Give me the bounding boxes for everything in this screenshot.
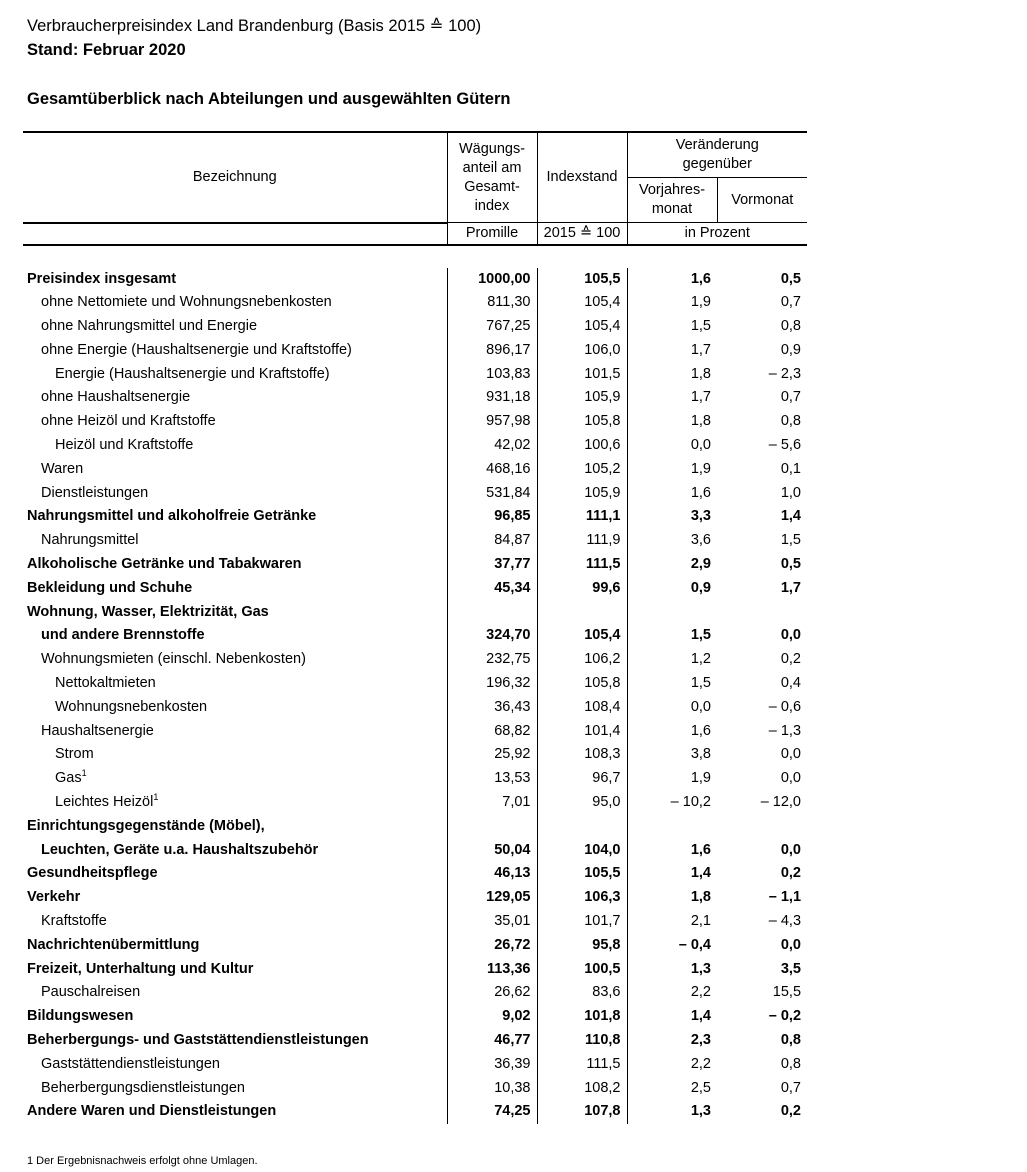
weight-cell: 37,77	[447, 553, 537, 577]
header-unit-weight: Promille	[447, 223, 537, 245]
row-label-text: Bildungswesen	[27, 1008, 134, 1025]
weight-cell: 103,83	[447, 363, 537, 387]
row-label-text: Gesundheitspflege	[27, 865, 158, 882]
row-label	[23, 339, 447, 363]
change-yoy-cell: 1,3	[690, 1103, 711, 1120]
change-yoy-cell: 2,3	[690, 1032, 711, 1048]
row-label-text: Freizeit, Unterhaltung und Kultur	[27, 960, 254, 977]
table-row	[23, 743, 807, 767]
change-yoy-cell: 2,1	[690, 913, 711, 930]
table-row	[23, 958, 807, 982]
change-yoy-cell: 1,8	[690, 413, 711, 430]
row-label	[23, 1053, 447, 1077]
weight-cell: 96,85	[447, 505, 537, 529]
header-weight: Wägungs- anteil am Gesamt- index	[447, 132, 537, 223]
row-label-text: Bekleidung und Schuhe	[27, 579, 193, 596]
change-mom-cell	[717, 815, 807, 839]
weight-cell: 931,18	[447, 386, 537, 410]
change-mom-cell: 1,5	[780, 532, 802, 549]
index-cell: 105,8	[537, 410, 627, 434]
change-yoy-cell: 1,9	[690, 460, 711, 477]
change-yoy-cell: 3,6	[690, 532, 711, 549]
row-label	[23, 815, 447, 839]
change-mom-cell: – 5,6	[768, 437, 802, 454]
change-yoy-cell: 1,9	[690, 770, 711, 787]
table-row	[23, 482, 807, 506]
table-row	[23, 291, 807, 315]
header-bezeichnung: Bezeichnung	[23, 132, 447, 223]
row-label-text: ohne Energie (Haushaltsenergie und Kraftstoffe)	[41, 341, 352, 358]
change-mom-cell: 1,0	[780, 484, 802, 501]
weight-cell	[447, 815, 537, 839]
row-label-text: Beherbergungs- und Gaststättendienstleistungen	[27, 1032, 369, 1048]
row-label-text: Energie (Haushaltsenergie und Kraftstoffe)	[55, 365, 330, 382]
change-yoy-cell: 1,4	[690, 865, 711, 882]
change-yoy-cell: 1,8	[690, 889, 711, 906]
row-label	[23, 791, 447, 815]
change-mom-cell: 0,8	[780, 1055, 802, 1072]
row-label	[23, 1100, 447, 1124]
row-label-text: und andere Brennstoffe	[41, 627, 205, 644]
row-label	[23, 910, 447, 934]
change-yoy-cell: 1,5	[690, 627, 711, 644]
change-mom-cell: 0,1	[780, 460, 802, 477]
row-label-text: Dienstleistungen	[41, 484, 149, 501]
table-row	[23, 981, 807, 1005]
change-mom-cell: – 0,6	[768, 698, 802, 715]
change-yoy-cell: 1,9	[690, 294, 711, 311]
row-label-text: Nahrungsmittel und alkoholfreie Getränke	[27, 508, 317, 525]
table-row	[23, 386, 807, 410]
index-cell: 111,5	[537, 553, 627, 577]
table-body	[23, 245, 807, 1125]
change-yoy-cell: 1,4	[690, 1008, 711, 1025]
row-label	[23, 315, 447, 339]
index-cell: 95,0	[537, 791, 627, 815]
row-label-text: Preisindex insgesamt	[27, 270, 177, 287]
change-yoy-cell: 2,9	[690, 556, 711, 573]
index-cell: 108,2	[537, 1077, 627, 1101]
table-row	[23, 767, 807, 791]
change-mom-cell: 0,9	[780, 341, 802, 358]
index-cell: 100,5	[537, 958, 627, 982]
row-label-text: Kraftstoffe	[41, 913, 107, 930]
row-label-text: Beherbergungsdienstleistungen	[41, 1079, 245, 1096]
change-mom-cell: – 4,3	[768, 913, 802, 930]
weight-cell: 811,30	[447, 291, 537, 315]
table-row	[23, 410, 807, 434]
index-cell: 110,8	[537, 1029, 627, 1053]
table-row	[23, 268, 807, 292]
weight-cell: 896,17	[447, 339, 537, 363]
row-label	[23, 767, 447, 791]
change-yoy-cell: 0,9	[690, 579, 711, 596]
change-yoy-cell: 1,8	[690, 365, 711, 382]
title-line-1: Verbraucherpreisindex Land Brandenburg (Basis 2015 ≙ 100)	[27, 17, 482, 35]
index-cell: 104,0	[537, 839, 627, 863]
row-label-text: Gas	[55, 770, 82, 787]
row-label	[23, 958, 447, 982]
row-label	[23, 743, 447, 767]
change-mom-cell	[717, 601, 807, 625]
table-row	[23, 1100, 807, 1124]
weight-cell: 129,05	[447, 886, 537, 910]
table-row	[23, 1005, 807, 1029]
weight-cell: 45,34	[447, 577, 537, 601]
row-label	[23, 410, 447, 434]
index-cell: 101,7	[537, 910, 627, 934]
table-row	[23, 529, 807, 553]
row-label-text: Pauschalreisen	[41, 984, 141, 1001]
index-cell	[537, 601, 627, 625]
header-vormonat: Vormonat	[717, 178, 807, 223]
change-yoy-cell: 1,5	[690, 318, 711, 335]
weight-cell: 25,92	[447, 743, 537, 767]
weight-cell: 50,04	[447, 839, 537, 863]
index-cell: 101,8	[537, 1005, 627, 1029]
header-unit-empty	[23, 223, 447, 245]
index-cell: 100,6	[537, 434, 627, 458]
weight-cell: 26,72	[447, 934, 537, 958]
weight-cell: 74,25	[447, 1100, 537, 1124]
table-row	[23, 505, 807, 529]
table-row	[23, 315, 807, 339]
row-label	[23, 648, 447, 672]
weight-cell: 36,39	[447, 1053, 537, 1077]
table-row	[23, 720, 807, 744]
weight-cell: 468,16	[447, 458, 537, 482]
row-label-text: Strom	[55, 746, 94, 763]
header-change: Veränderung gegenüber	[627, 132, 807, 178]
table-row	[23, 648, 807, 672]
index-cell	[537, 815, 627, 839]
row-label	[23, 1077, 447, 1101]
header-vorjahr: Vorjahres- monat	[627, 178, 717, 223]
change-mom-cell: 0,8	[780, 413, 802, 430]
change-mom-cell: 0,0	[780, 936, 802, 953]
row-label	[23, 434, 447, 458]
weight-cell: 36,43	[447, 696, 537, 720]
weight-cell: 113,36	[447, 958, 537, 982]
weight-cell: 46,77	[447, 1029, 537, 1053]
index-cell: 106,2	[537, 648, 627, 672]
weight-cell: 10,38	[447, 1077, 537, 1101]
table-row	[23, 1029, 807, 1053]
change-mom-cell: 0,2	[780, 1103, 802, 1120]
change-yoy-cell: 2,2	[690, 984, 711, 1001]
table-row	[23, 339, 807, 363]
footnote: 1 Der Ergebnisnachweis erfolgt ohne Umlagen.	[27, 1155, 258, 1167]
row-label-text: Nettokaltmieten	[55, 675, 156, 692]
change-mom-cell: – 1,1	[768, 889, 802, 906]
weight-cell: 7,01	[447, 791, 537, 815]
change-mom-cell: 0,5	[780, 556, 802, 573]
table-row	[23, 791, 807, 815]
index-cell: 111,9	[537, 529, 627, 553]
change-mom-cell: 0,5	[780, 270, 802, 287]
row-label	[23, 601, 447, 625]
change-yoy-cell: 3,8	[690, 746, 711, 763]
weight-cell: 84,87	[447, 529, 537, 553]
spacer-row	[23, 245, 807, 268]
row-label	[23, 981, 447, 1005]
table-row	[23, 577, 807, 601]
index-cell: 105,2	[537, 458, 627, 482]
row-label-text: ohne Heizöl und Kraftstoffe	[41, 413, 216, 430]
row-label-text: Nachrichtenübermittlung	[27, 936, 200, 953]
change-yoy-cell: 2,5	[690, 1079, 711, 1096]
table-row	[23, 839, 807, 863]
weight-cell: 46,13	[447, 862, 537, 886]
weight-cell: 957,98	[447, 410, 537, 434]
change-mom-cell: 1,7	[780, 579, 802, 596]
row-label	[23, 553, 447, 577]
row-label-text: Leuchten, Geräte u.a. Haushaltszubehör	[41, 841, 319, 858]
row-label-text: Verkehr	[27, 889, 81, 906]
change-yoy-cell	[627, 815, 717, 839]
row-label	[23, 934, 447, 958]
row-label	[23, 862, 447, 886]
table-row	[23, 910, 807, 934]
row-label-text: Leichtes Heizöl	[55, 794, 154, 811]
index-cell: 83,6	[537, 981, 627, 1005]
index-cell: 105,4	[537, 315, 627, 339]
index-cell: 105,9	[537, 482, 627, 506]
row-label	[23, 720, 447, 744]
index-cell: 111,5	[537, 1053, 627, 1077]
table-row	[23, 553, 807, 577]
title-line-2: Stand: Februar 2020	[27, 41, 186, 59]
weight-cell: 1000,00	[447, 268, 537, 292]
footnote-marker: 1	[81, 768, 87, 779]
index-cell: 105,5	[537, 862, 627, 886]
row-label	[23, 482, 447, 506]
change-yoy-cell: 1,2	[690, 651, 711, 668]
row-label	[23, 291, 447, 315]
index-cell: 95,8	[537, 934, 627, 958]
index-cell: 108,4	[537, 696, 627, 720]
change-mom-cell: 0,7	[780, 294, 802, 311]
table-row	[23, 886, 807, 910]
table-row	[23, 934, 807, 958]
row-label-text: Nahrungsmittel	[41, 532, 139, 549]
row-label	[23, 696, 447, 720]
row-label	[23, 577, 447, 601]
change-mom-cell: 3,5	[780, 960, 802, 977]
row-label-text: Haushaltsenergie	[41, 722, 154, 739]
row-label	[23, 386, 447, 410]
weight-cell: 26,62	[447, 981, 537, 1005]
weight-cell: 767,25	[447, 315, 537, 339]
change-mom-cell: – 12,0	[760, 794, 802, 811]
index-cell: 106,0	[537, 339, 627, 363]
weight-cell: 13,53	[447, 767, 537, 791]
index-cell: 106,3	[537, 886, 627, 910]
footnote-marker: 1	[153, 792, 159, 803]
row-label	[23, 529, 447, 553]
weight-cell: 35,01	[447, 910, 537, 934]
change-mom-cell: 1,4	[780, 508, 802, 525]
header-index: Indexstand	[537, 132, 627, 223]
table-row	[23, 1053, 807, 1077]
row-label-text: Heizöl und Kraftstoffe	[55, 437, 194, 454]
change-yoy-cell: 1,6	[690, 484, 711, 501]
row-label	[23, 839, 447, 863]
row-label	[23, 672, 447, 696]
index-cell: 107,8	[537, 1100, 627, 1124]
table-row	[23, 862, 807, 886]
table-subtitle: Gesamtüberblick nach Abteilungen und ausgewählten Gütern	[27, 90, 511, 108]
change-yoy-cell: – 10,2	[670, 794, 711, 811]
row-label-text: ohne Haushaltsenergie	[41, 389, 191, 406]
change-yoy-cell: 1,7	[690, 341, 711, 358]
weight-cell: 9,02	[447, 1005, 537, 1029]
table-row	[23, 1077, 807, 1101]
change-mom-cell: 0,8	[780, 1032, 802, 1048]
row-label	[23, 624, 447, 648]
weight-cell: 531,84	[447, 482, 537, 506]
index-cell: 101,4	[537, 720, 627, 744]
weight-cell: 196,32	[447, 672, 537, 696]
row-label-text: Wohnungsmieten (einschl. Nebenkosten)	[41, 651, 306, 668]
change-mom-cell: – 2,3	[768, 365, 802, 382]
row-label-text: Waren	[41, 460, 84, 477]
row-label	[23, 1029, 447, 1053]
change-mom-cell: – 1,3	[768, 722, 802, 739]
index-cell: 96,7	[537, 767, 627, 791]
change-yoy-cell: 2,2	[690, 1055, 711, 1072]
change-mom-cell: 0,0	[780, 746, 802, 763]
change-yoy-cell: 0,0	[690, 437, 711, 454]
index-cell: 105,9	[537, 386, 627, 410]
weight-cell: 42,02	[447, 434, 537, 458]
weight-cell: 324,70	[447, 624, 537, 648]
change-mom-cell: 0,8	[780, 318, 802, 335]
table-row	[23, 815, 807, 839]
row-label	[23, 363, 447, 387]
change-yoy-cell: 1,6	[690, 841, 711, 858]
weight-cell: 232,75	[447, 648, 537, 672]
index-cell: 111,1	[537, 505, 627, 529]
weight-cell	[447, 601, 537, 625]
table-row	[23, 696, 807, 720]
change-mom-cell: 0,0	[780, 841, 802, 858]
row-label-text: ohne Nahrungsmittel und Energie	[41, 318, 258, 335]
row-label-text: Alkoholische Getränke und Tabakwaren	[27, 556, 302, 573]
row-label-text: Wohnungsnebenkosten	[55, 698, 208, 715]
index-cell: 105,5	[537, 268, 627, 292]
row-label	[23, 1005, 447, 1029]
row-label-text: Einrichtungsgegenstände (Möbel),	[27, 817, 265, 834]
change-mom-cell: 0,7	[780, 389, 802, 406]
header-unit-index: 2015 ≙ 100	[537, 223, 627, 245]
row-label	[23, 886, 447, 910]
table-header	[23, 132, 807, 245]
change-mom-cell: 0,0	[780, 627, 802, 644]
change-yoy-cell: 1,7	[690, 389, 711, 406]
row-label	[23, 268, 447, 292]
row-label-text: Gaststättendienstleistungen	[41, 1055, 220, 1072]
change-mom-cell: 0,7	[780, 1079, 802, 1096]
index-cell: 105,8	[537, 672, 627, 696]
index-cell: 108,3	[537, 743, 627, 767]
change-yoy-cell	[627, 601, 717, 625]
change-yoy-cell: – 0,4	[678, 936, 711, 953]
row-label-text: ohne Nettomiete und Wohnungsnebenkosten	[41, 294, 332, 311]
change-mom-cell: – 0,2	[768, 1008, 802, 1025]
document-title	[27, 14, 481, 62]
row-label	[23, 458, 447, 482]
table-row	[23, 363, 807, 387]
header-unit-change: in Prozent	[627, 223, 807, 245]
change-yoy-cell: 1,5	[690, 675, 711, 692]
change-yoy-cell: 1,3	[690, 960, 711, 977]
index-cell: 105,4	[537, 624, 627, 648]
change-mom-cell: 15,5	[772, 984, 802, 1001]
table-row	[23, 624, 807, 648]
table-row	[23, 434, 807, 458]
change-mom-cell: 0,2	[780, 651, 802, 668]
change-mom-cell: 0,0	[780, 770, 802, 787]
row-label-text: Andere Waren und Dienstleistungen	[27, 1103, 277, 1120]
row-label	[23, 505, 447, 529]
change-mom-cell: 0,4	[780, 675, 802, 692]
change-yoy-cell: 0,0	[690, 698, 711, 715]
cpi-table	[23, 131, 807, 1124]
weight-cell: 68,82	[447, 720, 537, 744]
table-row	[23, 672, 807, 696]
index-cell: 105,4	[537, 291, 627, 315]
table-row	[23, 458, 807, 482]
index-cell: 101,5	[537, 363, 627, 387]
change-yoy-cell: 1,6	[690, 722, 711, 739]
row-label-text: Wohnung, Wasser, Elektrizität, Gas	[27, 603, 269, 620]
change-yoy-cell: 3,3	[690, 508, 711, 525]
change-mom-cell: 0,2	[780, 865, 802, 882]
change-yoy-cell: 1,6	[690, 270, 711, 287]
table-row	[23, 601, 807, 625]
index-cell: 99,6	[537, 577, 627, 601]
